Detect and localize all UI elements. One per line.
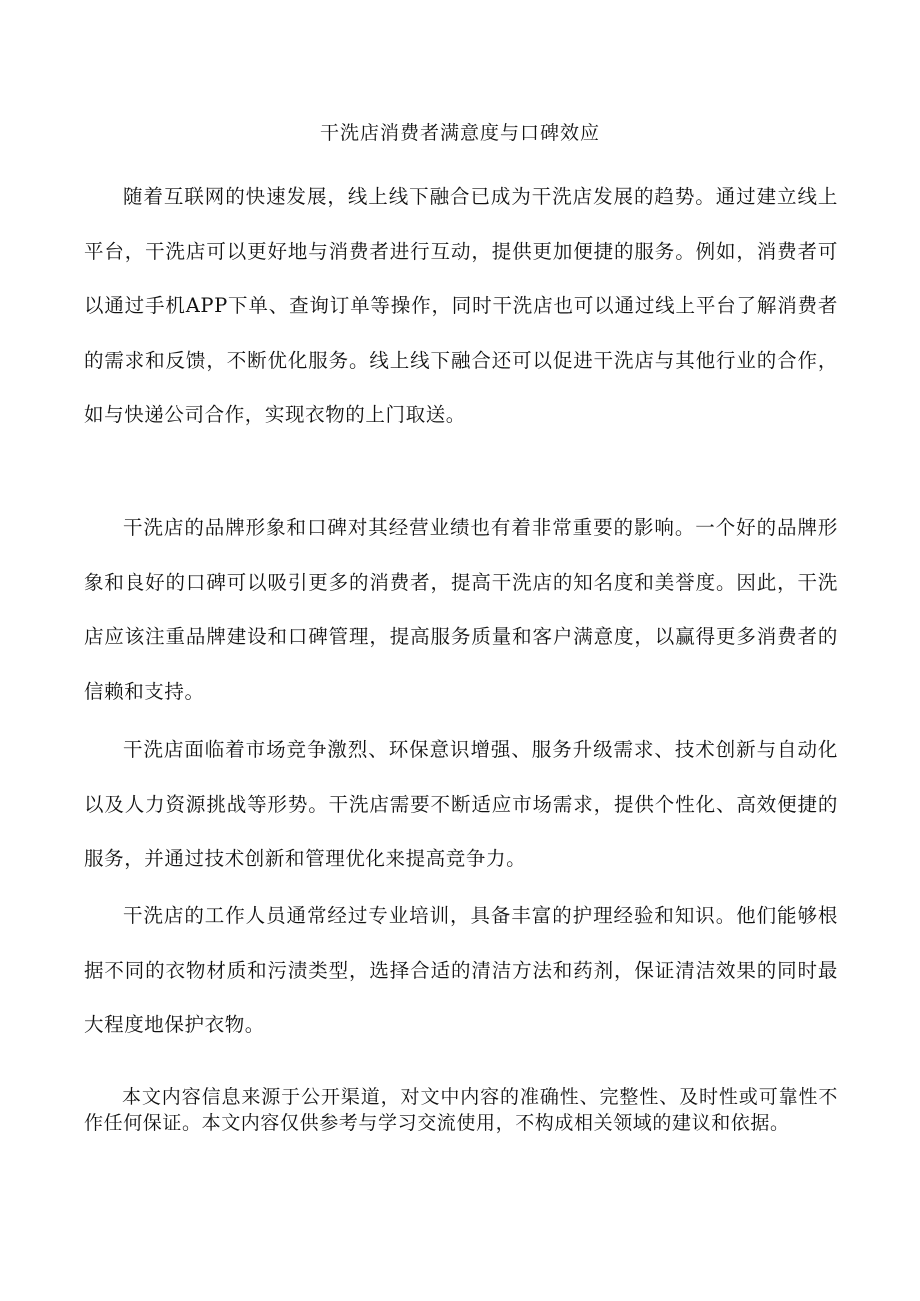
document-title: 干洗店消费者满意度与口碑效应 <box>319 122 600 144</box>
paragraph-market-situation: 干洗店面临着市场竞争激烈、环保意识增强、服务升级需求、技术创新与自动化以及人力资源挑战等形势。干洗店需要不断适应市场需求，提供个性化、高效便捷的服务，并通过技术创新和管理优化来提高竞争力。 <box>84 738 838 870</box>
paragraph-brand-reputation: 干洗店的品牌形象和口碑对其经营业绩也有着非常重要的影响。一个好的品牌形象和良好的口碑可以吸引更多的消费者，提高干洗店的知名度和美誉度。因此，干洗店应该注重品牌建设和口碑管理，提高服务质量和客户满意度，以赢得更多消费者的信赖和支持。 <box>84 516 838 703</box>
disclaimer: 本文内容信息来源于公开渠道，对文中内容的准确性、完整性、及时性或可靠性不作任何保证。本文内容仅供参考与学习交流使用，不构成相关领域的建议和依据。 <box>84 1086 838 1134</box>
paragraph-staff-training: 干洗店的工作人员通常经过专业培训，具备丰富的护理经验和知识。他们能够根据不同的衣物材质和污渍类型，选择合适的清洁方法和药剂，保证清洁效果的同时最大程度地保护衣物。 <box>84 904 838 1036</box>
paragraph-online-offline: 随着互联网的快速发展，线上线下融合已成为干洗店发展的趋势。通过建立线上平台，干洗店可以更好地与消费者进行互动，提供更加便捷的服务。例如，消费者可以通过手机APP下单、查询订单等操作，同时干洗店也可以通过线上平台了解消费者的需求和反馈，不断优化服务。线上线下融合还可以促进干洗店与其他行业的合作，如与快递公司合作，实现衣物的上门取送。 <box>84 185 838 426</box>
